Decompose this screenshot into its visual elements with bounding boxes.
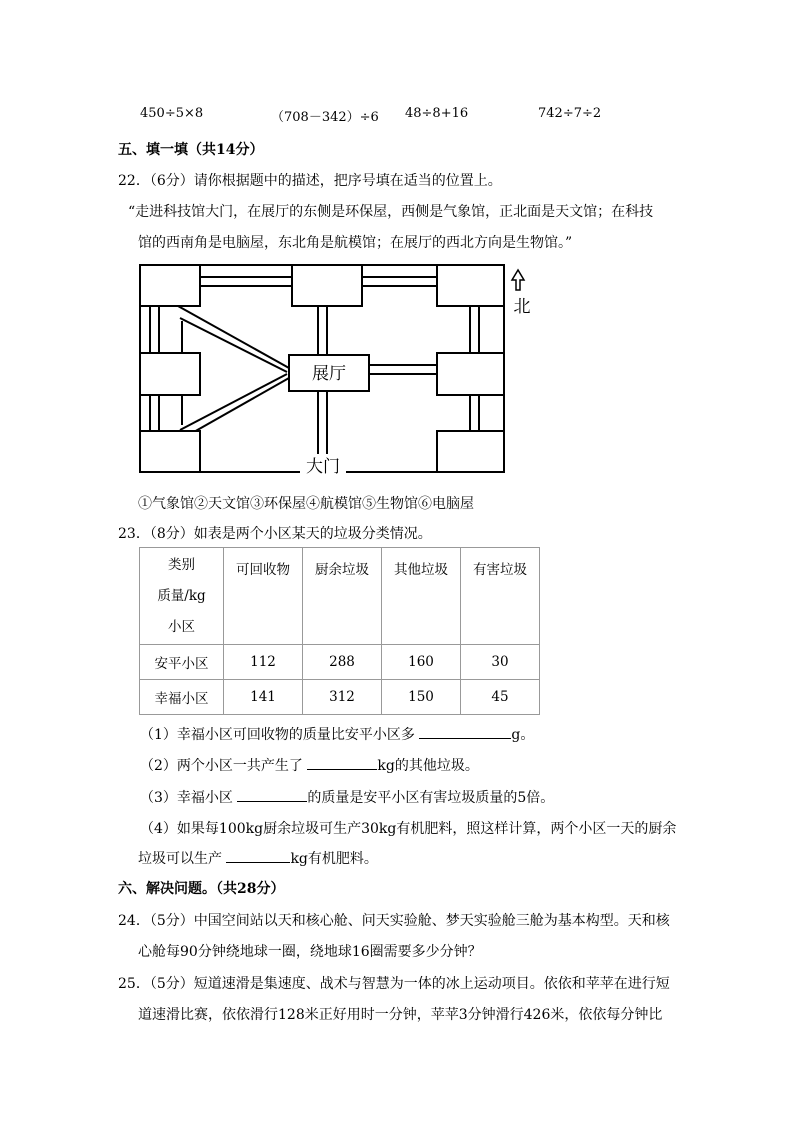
table-cell: 112 [224, 645, 303, 680]
map-center-label: 展厅 [312, 364, 346, 384]
q23-sub3 [140, 787, 554, 807]
q23-stem: 23．（8分）如表是两个小区某天的垃圾分类情况。 [118, 526, 432, 542]
table-cell: 312 [303, 680, 382, 715]
answer-blank-2[interactable] [307, 755, 377, 770]
table-cell: 141 [224, 680, 303, 715]
q23-sub3-text: （3）幸福小区 [140, 790, 233, 806]
q22-quote-line2: 馆的西南角是电脑屋，东北角是航模馆；在展厅的西北方向是生物馆。” [138, 235, 573, 251]
table-cell: 288 [303, 645, 382, 680]
q24-line2: 心舱每90分钟绕地球一圈，绕地球16圈需要多少分钟？ [138, 944, 482, 960]
table-row [140, 645, 540, 680]
column-header: 有害垃圾 [461, 548, 540, 645]
q23-sub4-text: 垃圾可以生产 [138, 851, 222, 867]
calc-item-1: 450÷5×8 [140, 106, 204, 121]
q23-sub1-text: （1）幸福小区可回收物的质量比安平小区多 [140, 727, 415, 743]
q23-sub1-unit: g。 [511, 727, 535, 743]
map-north-label: 北 [513, 297, 531, 317]
q23-sub4-unit: kg有机肥料。 [290, 851, 378, 867]
q23-sub1 [140, 724, 534, 744]
table-cell: 150 [382, 680, 461, 715]
q23-sub2-text: （2）两个小区一共产生了 [140, 758, 303, 774]
museum-map [130, 258, 550, 478]
q24-line1: 24．（5分）中国空间站以天和核心舱、问天实验舱、梦天实验舱三舱为基本构型。天和核 [118, 913, 670, 929]
q23-sub3-rest: 的质量是安平小区有害垃圾质量的5倍。 [307, 790, 555, 806]
table-row [140, 680, 540, 715]
answer-blank-4[interactable] [226, 848, 290, 863]
corner-community: 小区 [168, 618, 195, 635]
row-name: 安平小区 [140, 645, 224, 680]
table-cell: 45 [461, 680, 540, 715]
calc-item-4: 742÷7÷2 [538, 106, 602, 121]
q22-stem: 22．（6分）请你根据题中的描述，把序号填在适当的位置上。 [118, 173, 502, 189]
calc-item-3: 48÷8+16 [405, 106, 469, 121]
column-header: 其他垃圾 [382, 548, 461, 645]
calc-item-2: （708－342）÷6 [271, 110, 379, 125]
table-cell: 30 [461, 645, 540, 680]
q25-line1: 25．（5分）短道速滑是集速度、战术与智慧为一体的冰上运动项目。依依和苹苹在进行短 [118, 976, 670, 992]
answer-blank-1[interactable] [419, 724, 511, 739]
column-header: 可回收物 [224, 548, 303, 645]
q25-line2: 道速滑比赛，依依滑行128米正好用时一分钟，苹苹3分钟滑行426米，依依每分钟比 [138, 1007, 663, 1023]
corner-mass: 质量/kg [157, 587, 206, 604]
row-name: 幸福小区 [140, 680, 224, 715]
section6-title: 六、解决问题。（共28分） [118, 881, 285, 897]
garbage-table [139, 547, 540, 715]
answer-blank-3[interactable] [237, 787, 307, 802]
map-gate-label: 大门 [306, 457, 340, 477]
q23-sub4-line1: （4）如果每100kg厨余垃圾可生产30kg有机肥料，照这样计算，两个小区一天的厨余 [140, 821, 677, 837]
table-cell: 160 [382, 645, 461, 680]
table-corner-cell [140, 548, 224, 645]
q22-quote-line1: “走进科技馆大门，在展厅的东侧是环保屋，西侧是气象馆，正北面是天文馆；在科技 [128, 204, 654, 220]
q23-sub2 [140, 755, 479, 775]
column-header: 厨余垃圾 [303, 548, 382, 645]
section5-title: 五、填一填（共14分） [118, 142, 264, 158]
q23-sub4-line2 [138, 848, 378, 868]
q23-sub2-unit: kg的其他垃圾。 [377, 758, 479, 774]
q22-options: ①气象馆②天文馆③环保屋④航模馆⑤生物馆⑥电脑屋 [138, 496, 474, 512]
corner-category: 类别 [168, 556, 195, 573]
